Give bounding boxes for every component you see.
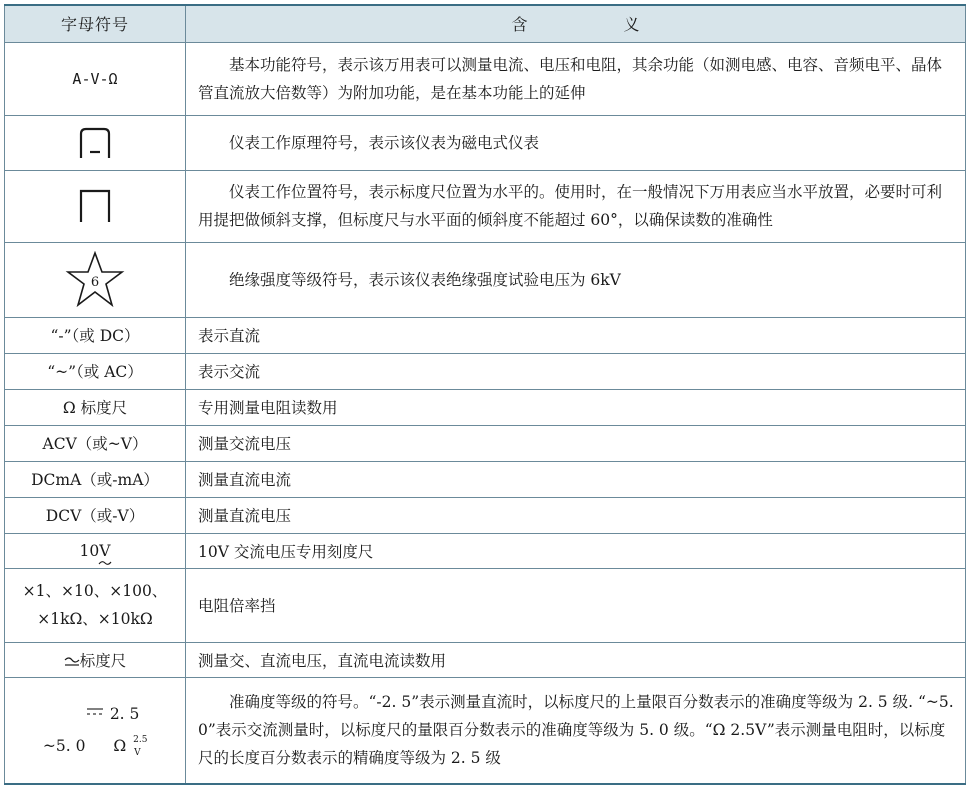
meaning-cell: 仪表工作原理符号，表示该仪表为磁电式仪表 (186, 115, 966, 170)
table-row (5, 353, 966, 389)
meaning-cell: 10V 交流电压专用刻度尺 (186, 533, 966, 568)
dc-symbol-icon (85, 706, 105, 716)
table-row (5, 497, 966, 533)
symbol-cell (5, 242, 186, 317)
meaning-cell: 准确度等级的符号。“-2. 5”表示测量直流时，以标度尺的上量限百分数表示的准确度等级为 2. 5 级. “~5. 0”表示交流测量时，以标度尺的量限百分数表示的准确度等级为 5. 0 级。“Ω 2.5V”表示测量电阻时，以标度尺的长度百分数表示的精确度等级为 2. 5 级 (186, 677, 966, 784)
header-meaning (186, 5, 966, 42)
table-row (5, 568, 966, 642)
symbol-cell (5, 568, 186, 642)
table-header-row (5, 5, 966, 42)
symbol-cell (5, 642, 186, 677)
symbol-cell: A-V-Ω (5, 42, 186, 115)
multiplier-line1: ×1、×10、×100、 (22, 582, 168, 600)
symbol-cell (5, 533, 186, 568)
horizontal-position-icon (76, 188, 114, 224)
tilde-icon (98, 560, 112, 566)
meaning-cell: 测量直流电流 (186, 461, 966, 497)
header-meaning-left: 含 (511, 15, 528, 35)
omega-accuracy-sup: 2.5 (133, 735, 148, 746)
table-row (5, 317, 966, 353)
ac-dc-scale-label: 标度尺 (79, 651, 127, 670)
symbol-cell: Ω 标度尺 (5, 389, 186, 425)
ac-10v-label: 10V (79, 541, 111, 560)
table-row (5, 642, 966, 677)
moving-coil-icon (76, 126, 114, 160)
table-row (5, 42, 966, 115)
header-symbol: 字母符号 (5, 5, 186, 42)
meaning-cell: 电阻倍率挡 (186, 568, 966, 642)
symbol-cell (5, 115, 186, 170)
symbol-cell: ACV（或~V） (5, 425, 186, 461)
ac-dc-icon (64, 655, 80, 667)
table-row (5, 170, 966, 242)
symbol-table (4, 4, 966, 785)
meaning-cell: 专用测量电阻读数用 (186, 389, 966, 425)
meaning-cell: 表示直流 (186, 317, 966, 353)
meaning-cell: 测量交流电压 (186, 425, 966, 461)
meaning-cell: 仪表工作位置符号，表示标度尺位置为水平的。使用时，在一般情况下万用表应当水平放置，必要时可利用提把做倾斜支撑，但标度尺与水平面的倾斜度不能超过 60°，以确保读数的准确性 (186, 170, 966, 242)
table-row (5, 242, 966, 317)
symbol-cell: DCmA（或-mA） (5, 461, 186, 497)
table-row (5, 461, 966, 497)
meaning-cell: 表示交流 (186, 353, 966, 389)
symbol-cell: “-”（或 DC） (5, 317, 186, 353)
table-row (5, 677, 966, 784)
table-row (5, 533, 966, 568)
omega-accuracy-sub: V (134, 748, 141, 759)
table-row (5, 389, 966, 425)
dc-accuracy: 2. 5 (109, 705, 140, 724)
header-meaning-right: 义 (623, 15, 640, 35)
symbol-cell (5, 170, 186, 242)
meaning-cell: 测量直流电压 (186, 497, 966, 533)
table-row (5, 115, 966, 170)
star-symbol (65, 251, 125, 309)
meaning-cell: 测量交、直流电压，直流电流读数用 (186, 642, 966, 677)
omega-symbol: Ω (113, 737, 127, 756)
symbol-cell: “~”（或 AC） (5, 353, 186, 389)
symbol-cell (5, 677, 186, 784)
meaning-cell: 基本功能符号，表示该万用表可以测量电流、电压和电阻，其余功能（如测电感、电容、音频电平、晶体管直流放大倍数等）为附加功能，是在基本功能上的延伸 (186, 42, 966, 115)
multiplier-line2: ×1kΩ、×10kΩ (37, 610, 153, 628)
ac-accuracy: ~5. 0 (42, 737, 86, 756)
table-row (5, 425, 966, 461)
star-label: 6 (90, 274, 100, 290)
meaning-cell: 绝缘强度等级符号，表示该仪表绝缘强度试验电压为 6kV (186, 242, 966, 317)
symbol-cell: DCV（或-V） (5, 497, 186, 533)
